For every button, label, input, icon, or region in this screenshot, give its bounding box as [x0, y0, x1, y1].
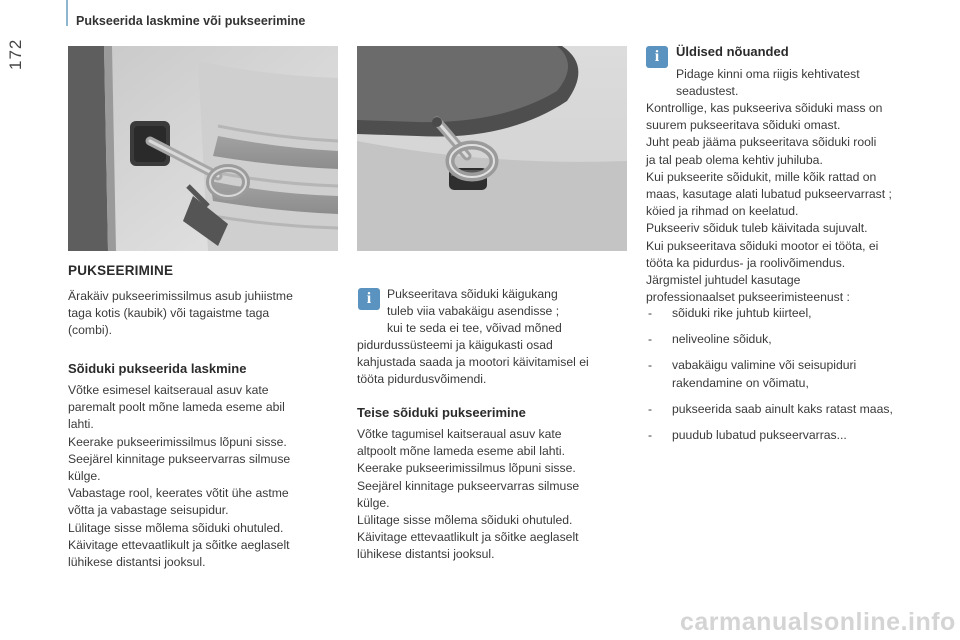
- professional-towing-list: [646, 305, 946, 453]
- section-title: Pukseerida laskmine või pukseerimine: [76, 14, 306, 28]
- general-advice-law-note: Pidage kinni oma riigis kehtivatest seadustest.: [676, 67, 860, 99]
- being-towed-instructions: Võtke esimesel kaitseraual asuv kate paremalt poolt mõne lameda eseme abil lahti. Keerake pukseerimissilmus lõpuni sisse. Seejärel kinnitage pukseervarras silmuse külge. Vabastage rool, keerates võtit ühe astme võtta ja vabastage seisupidur. Lülitage sisse mõlema sõiduki ohutuled. Käivitage ettevaatlikult ja sõitke aeglaselt lühikese distantsi jooksul.: [68, 383, 291, 570]
- towing-intro-text: Ärakäiv pukseerimissilmus asub juhiistme taga kotis (kaubik) või tagaistme taga (combi).: [68, 289, 293, 338]
- list-item: - puudub lubatud pukseervarras...: [648, 428, 847, 443]
- rear-towing-eye-image: [357, 46, 627, 251]
- towing-another-instructions: Võtke tagumisel kaitseraual asuv kate altpoolt mõne lameda eseme abil lahti. Keerake pukseerimissilmus lõpuni sisse. Seejärel kinnitage pukseervarras silmuse külge. Lülitage sisse mõlema sõiduki ohutuled. Käivitage ettevaatlikult ja sõitke aeglaselt lühikese distantsi jooksul.: [357, 427, 580, 562]
- towing-heading: PUKSEERIMINE: [68, 263, 174, 278]
- list-item: - pukseerida saab ainult kaks ratast maas,: [648, 401, 893, 416]
- general-advice-text: Kontrollige, kas pukseeriva sõiduki mass on suurem pukseeritava sõiduki omast. Juht peab jääma pukseeritava sõiduki rooli ja tal peab olema kehtiv juhiluba. Kui pukseerite sõidukit, mille kõik rattad on maas, kasutage alati lubatud pukseervarrast ; köied ja rihmad on keelatud. Pukseeriv sõiduk tuleb käivitada sujuvalt. Kui pukseeritava sõiduki mootor ei tööta, ei tööta ka pidurdus- ja roolivõimendus. Järgmistel juhtudel kasutage professionaalset pukseerimisteenust :: [646, 101, 892, 305]
- info-icon: i: [646, 46, 668, 68]
- page-number: 172: [6, 38, 25, 70]
- list-item: - neliveoline sõiduk,: [648, 332, 772, 347]
- info-icon: i: [358, 288, 380, 310]
- list-item: - vabakäigu valimine või seisupiduri rakendamine on võimatu,: [648, 358, 857, 390]
- list-item: - sõiduki rike juhtub kiirteel,: [648, 306, 812, 320]
- footer-watermark: carmanualsonline.info: [680, 608, 956, 636]
- gear-neutral-note: pidurdussüsteemi ja käigukasti osad kahjustada saada ja mootori käivitamisel ei tööta pidurdusvõimendi.: [357, 338, 589, 387]
- towing-another-subheading: Teise sõiduki pukseerimine: [357, 405, 526, 420]
- front-towing-eye-image: [68, 46, 338, 251]
- being-towed-subheading: Sõiduki pukseerida laskmine: [68, 361, 247, 376]
- general-advice-heading: Üldised nõuanded: [676, 44, 789, 59]
- header-accent-bar: [66, 0, 68, 26]
- gear-neutral-note-indented: Pukseeritava sõiduki käigukang tuleb viia vabakäigu asendisse ; kui te seda ei tee, võivad mõned: [387, 287, 562, 336]
